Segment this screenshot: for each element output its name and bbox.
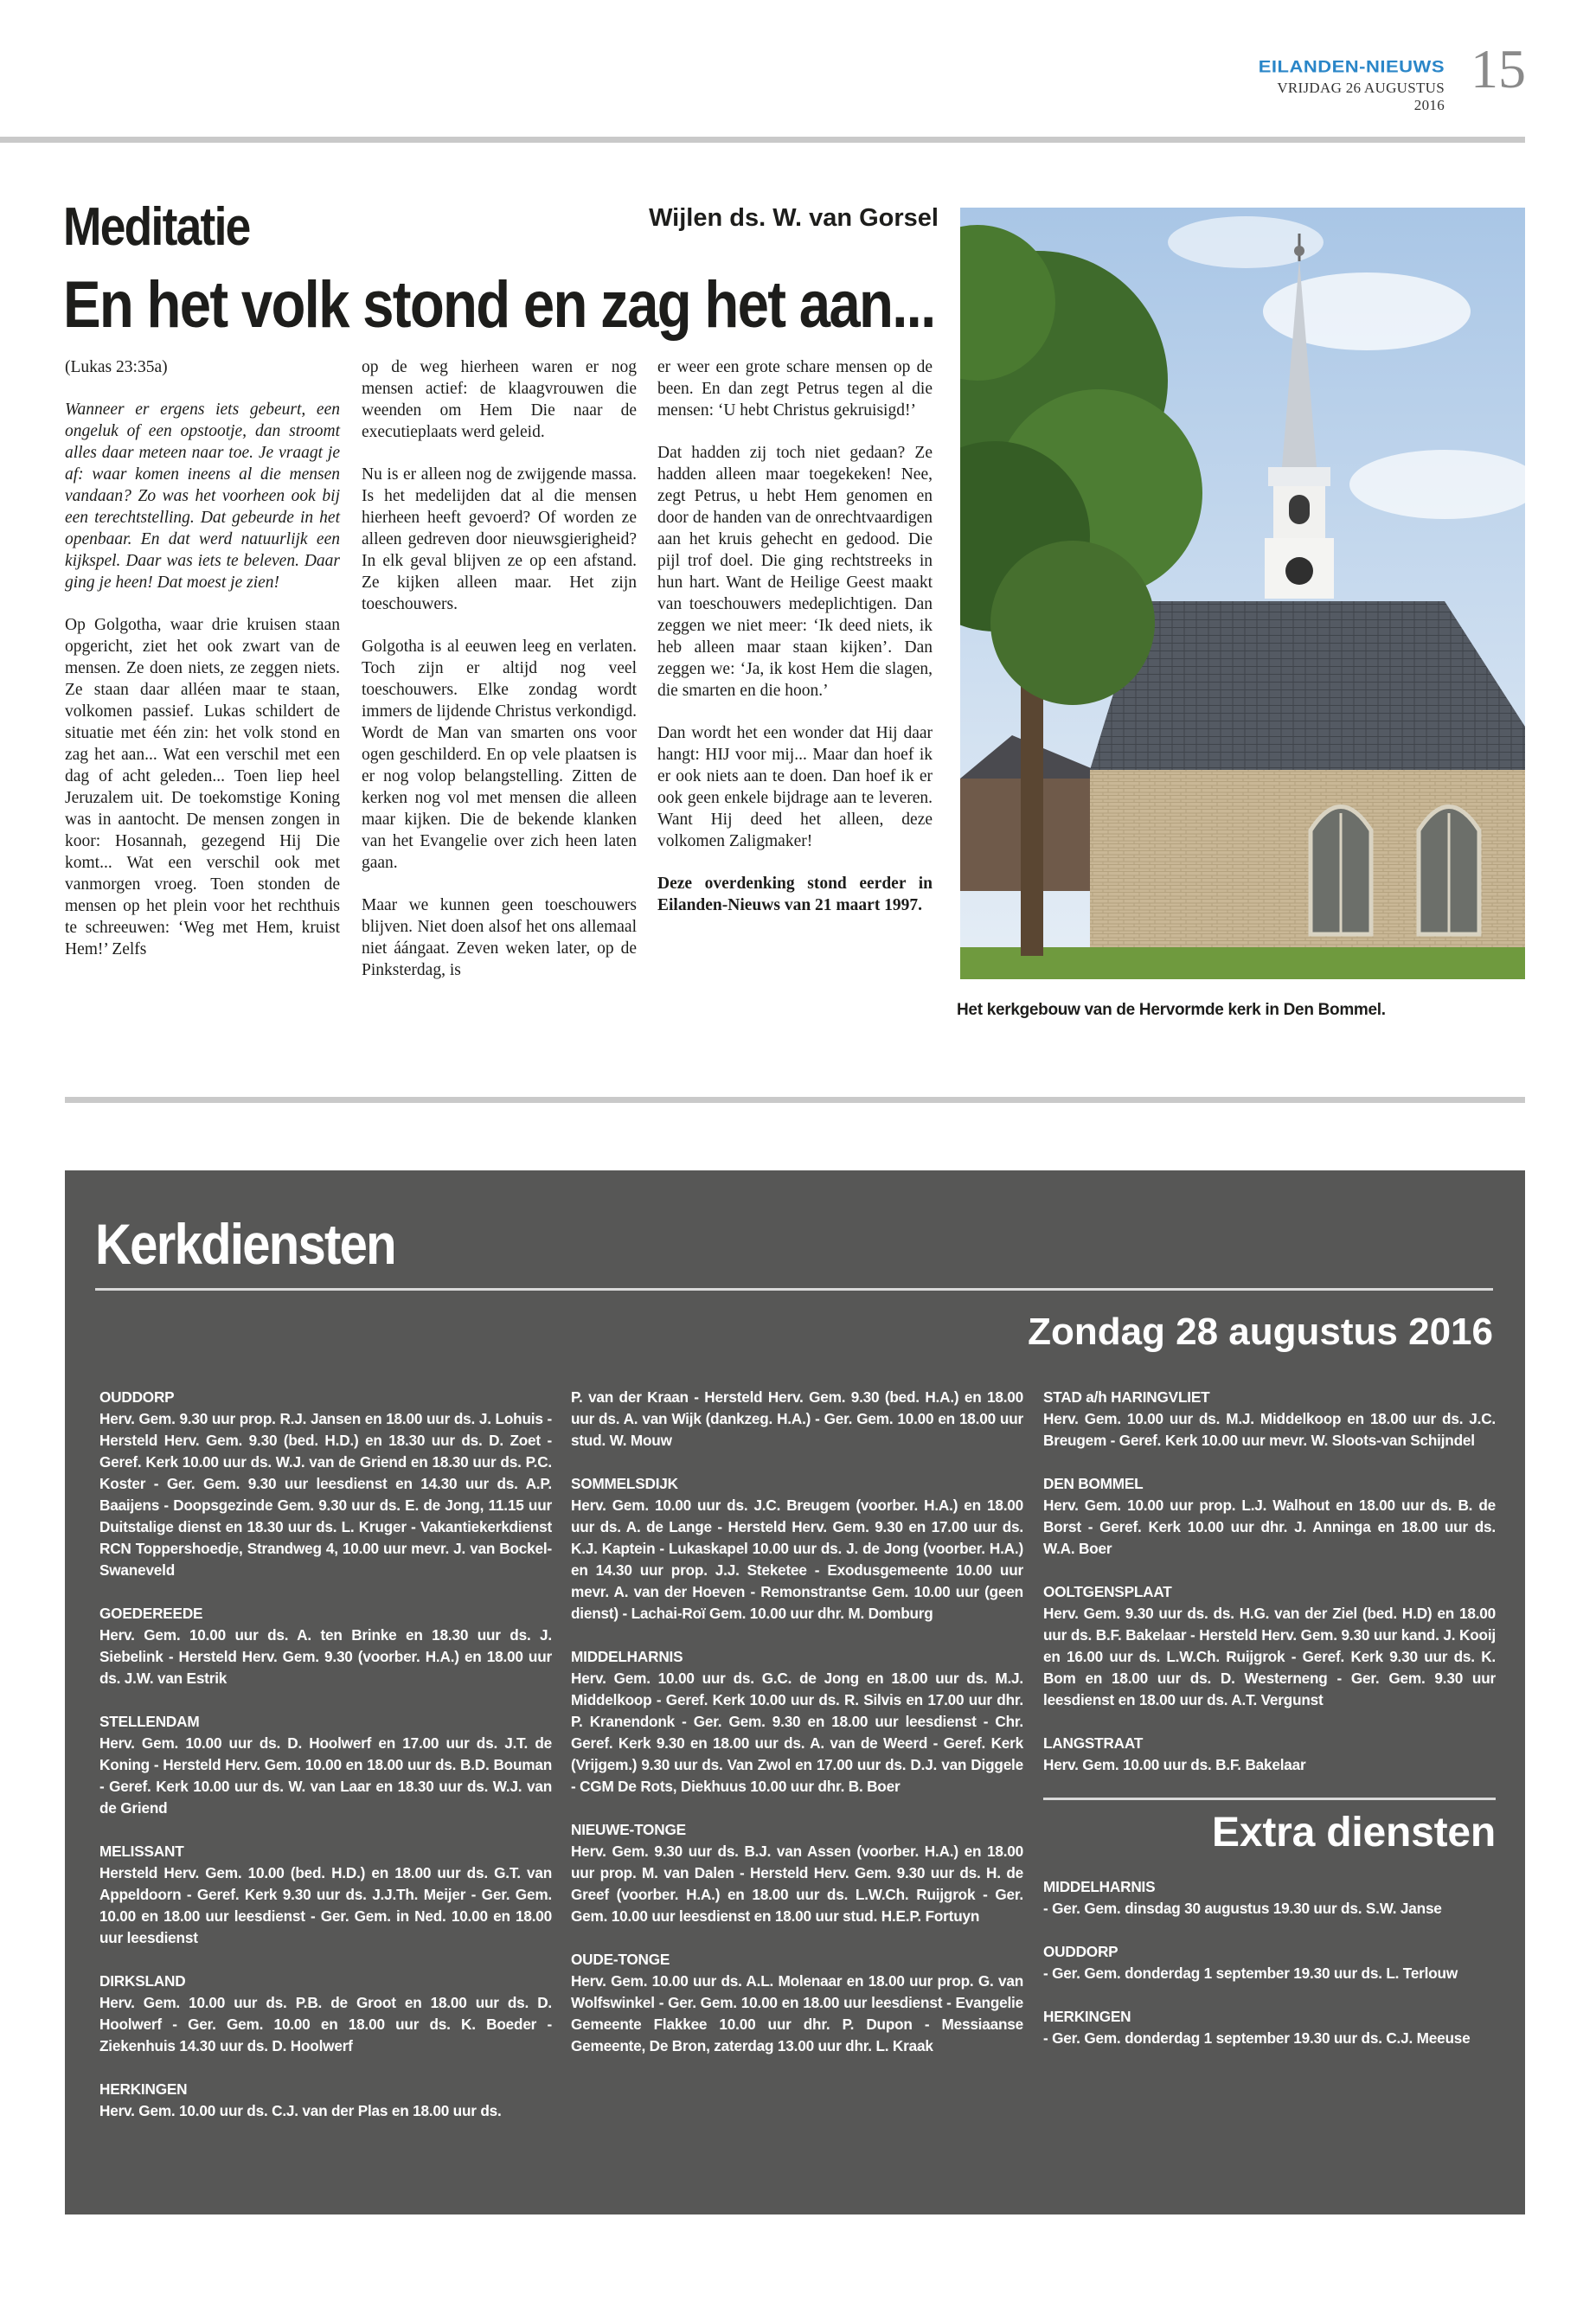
service-text: Herv. Gem. 10.00 uur ds. B.F. Bakelaar [1043, 1756, 1306, 1773]
service-place: STELLENDAM [99, 1713, 200, 1730]
extra-service-entry [1043, 2006, 1496, 2049]
service-place: OOLTGENSPLAAT [1043, 1583, 1172, 1600]
service-entry [1043, 1733, 1496, 1776]
service-place: SOMMELSDIJK [571, 1475, 678, 1492]
services-column-3 [1043, 1387, 1496, 2071]
service-place: OUDDORP [99, 1388, 175, 1406]
service-text: Herv. Gem. 10.00 uur ds. G.C. de Jong en 18.00 uur ds. M.J. Middelkoop - Geref. Kerk 10.00 uur ds. R. Silvis en 17.00 uur dhr. P. Kranendonk - Ger. Gem. 9.30 en 18.00 uur leesdienst - Chr. Geref. Kerk 9.30 en 18.00 uur ds. A. van de Weerd - Geref. Kerk (Vrijgem.) 9.30 uur ds. Van Zwol en 17.00 uur ds. D.J. van Diggele - CGM De Rots, Diekhuus 10.00 uur dhr. B. Boer [571, 1670, 1023, 1795]
publication-logo: EILANDEN-NIEUWS [1258, 56, 1445, 76]
section-divider [65, 1097, 1525, 1103]
service-place: HERKINGEN [1043, 2008, 1131, 2025]
service-text: - Ger. Gem. donderdag 1 september 19.30 uur ds. L. Terlouw [1043, 1965, 1458, 1982]
article-paragraph: er weer een grote schare mensen op de been. En dan zegt Petrus tegen al die mensen: ‘U hebt Christus gekruisigd!’ [657, 358, 933, 420]
service-place: LANGSTRAAT [1043, 1734, 1144, 1752]
service-place: DIRKSLAND [99, 1972, 186, 1990]
service-text: - Ger. Gem. donderdag 1 september 19.30 uur ds. C.J. Meeuse [1043, 2029, 1471, 2047]
service-entry [99, 1971, 552, 2057]
masthead [1246, 55, 1445, 114]
service-text: Herv. Gem. 10.00 uur ds. J.C. Breugem (voorber. H.A.) en 18.00 uur ds. A. de Lange - Hersteld Herv. Gem. 9.30 en 17.00 uur ds. K.J. Kaptein - Lukaskapel 10.00 uur ds. J. de Jong (voorber. H.A.) en 14.30 uur prop. J.J. Steketee - Exodusgemeente 10.00 uur mevr. A. van der Hoeven - Remonstrantse Gem. 10.00 uur (geen dienst) - Lachai-Roï Gem. 10.00 uur dhr. M. Domburg [571, 1497, 1023, 1622]
page-number: 15 [1471, 38, 1526, 99]
section-label: Meditatie [63, 197, 250, 257]
service-entry [1043, 1473, 1496, 1560]
article-author: Wijlen ds. W. van Gorsel [649, 204, 939, 232]
header-divider [0, 137, 1525, 143]
service-place: NIEUWE-TONGE [571, 1821, 686, 1838]
service-place: OUDE-TONGE [571, 1951, 670, 1968]
service-entry [1043, 1581, 1496, 1711]
services-column-2 [571, 1387, 1023, 2079]
service-entry [99, 2079, 552, 2122]
article-headline: En het volk stond en zag het aan... [63, 268, 935, 342]
extra-service-entry [1043, 1941, 1496, 1984]
service-text: Herv. Gem. 10.00 uur ds. A.L. Molenaar en 18.00 uur prop. G. van Wolfswinkel - Ger. Gem. 10.00 en 18.00 uur leesdienst - Evangelie Gemeente Flakkee 10.00 uur dhr. P. Dupon - Messiaanse Gemeente, De Bron, zaterdag 13.00 uur dhr. L. Kraak [571, 1972, 1023, 2054]
service-text: Hersteld Herv. Gem. 10.00 (bed. H.D.) en 18.00 uur ds. G.T. van Appeldoorn - Geref. Kerk 9.30 uur ds. J.J.Th. Meijer - Ger. Gem. 10.00 en 18.00 uur leesdienst - Ger. Gem. in Ned. 10.00 en 18.00 uur leesdienst [99, 1864, 552, 1946]
issue-date: VRIJDAG 26 AUGUSTUS 2016 [1277, 80, 1445, 113]
service-entry [99, 1603, 552, 1689]
service-entry [571, 1473, 1023, 1625]
article-paragraph: Op Golgotha, waar drie kruisen staan opgericht, ziet het ook zwart van de mensen. Ze doen niets, ze zeggen niets. Ze staan daar alléen maar te staan, volkomen passief. Lukas schildert de situatie met één zin: het volk stond en zag het aan... Wat een verschil met een dag of acht geleden... Toen liep heel Jeruzalem uit. De toekomstige Koning was in aantocht. De mensen zongen in koor: Hosannah, gezegend Hij Die komt... Wat een verschil ook met vanmorgen vroeg. Toen stonden de mensen op het plein voor het rechthuis te schreeuwen: ‘Weg met Hem, kruist Hem!’ Zelfs [65, 616, 340, 958]
article-paragraph: Nu is er alleen nog de zwijgende massa. Is het medelijden dat al die mensen hierheen heeft gevoerd? Of worden ze alleen gedreven door nieuwsgierigheid? In elk geval blijven ze op een afstand. Ze kijken alleen maar. Het zijn toeschouwers. [362, 465, 637, 613]
service-text: Herv. Gem. 9.30 uur ds. ds. H.G. van der Ziel (bed. H.D) en 18.00 uur ds. B.F. Bakelaar - Hersteld Herv. Gem. 9.30 uur kand. J. Kooij en 16.00 uur ds. L.W.Ch. Ruijgrok - Geref. Kerk 9.30 uur ds. K. Bom en 18.00 uur ds. D. Westerneng - Ger. Gem. 9.30 uur leesdienst en 18.00 uur ds. A.T. Vergunst [1043, 1605, 1496, 1708]
photo-caption: Het kerkgebouw van de Hervormde kerk in Den Bommel. [957, 1001, 1386, 1019]
service-text: - Ger. Gem. dinsdag 30 augustus 19.30 uur ds. S.W. Janse [1043, 1900, 1442, 1917]
service-place: GOEDEREEDE [99, 1605, 203, 1622]
service-text: Herv. Gem. 10.00 uur ds. A. ten Brinke en 18.30 uur ds. J. Siebelink - Hersteld Herv. Gem. 9.30 (voorber. H.A.) en 18.00 uur ds. J.W. van Estrik [99, 1626, 552, 1687]
republication-note: Deze overdenking stond eerder in Eilanden-Nieuws van 21 maart 1997. [657, 875, 933, 914]
article-paragraph: Dat hadden zij toch niet gedaan? Ze hadden alleen maar toegekeken! Nee, zegt Petrus, u hebt Hem genomen en door de handen van de onrechtvaardigen aan het kruis gehecht en gedood. Die pijl trof doel. Die ging rechtstreeks in hun hart. Want de Heilige Geest maakt van toeschouwers medeplichtigen. Dan zeggen we niet meer: ‘Ik deed niets, ik heb alleen maar staan kijken’. Dan zeggen we: ‘Ja, ik kost Hem die slagen, die smarten en die hoon.’ [657, 444, 933, 700]
service-entry [571, 1819, 1023, 1927]
tree-trunk [1021, 657, 1043, 956]
services-rule [95, 1288, 1493, 1291]
extra-services-title: Extra diensten [1043, 1798, 1496, 1854]
service-entry [571, 1646, 1023, 1798]
service-entry [1043, 1387, 1496, 1452]
services-column-1 [99, 1387, 552, 2144]
service-text: Herv. Gem. 9.30 uur ds. B.J. van Assen (voorber. H.A.) en 18.00 uur prop. M. van Dalen - Hersteld Herv. Gem. 9.30 uur ds. H. de Greef (voorber. H.A.) en 18.00 uur ds. L.W.Ch. Ruijgrok - Ger. Gem. 10.00 uur leesdienst en 18.00 uur stud. H.E.P. Fortuyn [571, 1843, 1023, 1925]
service-entry [571, 1949, 1023, 2057]
service-text: Herv. Gem. 10.00 uur prop. L.J. Walhout en 18.00 uur ds. B. de Borst - Geref. Kerk 10.00 uur dhr. J. Anninga en 18.00 uur ds. W.A. Boer [1043, 1497, 1496, 1557]
bible-reference: (Lukas 23:35a) [65, 358, 168, 376]
service-entry [99, 1711, 552, 1819]
church-photo [960, 208, 1525, 979]
services-title: Kerkdiensten [95, 1212, 395, 1276]
service-text: Herv. Gem. 10.00 uur ds. P.B. de Groot en 18.00 uur ds. D. Hoolwerf - Ger. Gem. 10.00 en 18.00 uur ds. K. Boeder - Ziekenhuis 14.30 uur ds. D. Hoolwerf [99, 1994, 552, 2054]
lawn [960, 947, 1525, 979]
article-column-1 [65, 356, 340, 981]
article-lede: Wanneer er ergens iets gebeurt, een ongeluk of een opstootje, dan stroomt alles daar meteen naar toe. Je vraagt je af: waar komen ineens al die mensen vandaan? Zo was het voorheen ook bij een terechtstelling. Dat gebeurde in het openbaar. En dat werd natuurlijk een kijkspel. Daar was iets te beleven. Daar ging je heen! Dat moest je zien! [65, 401, 340, 592]
service-entry [99, 1841, 552, 1949]
service-place: MIDDELHARNIS [571, 1648, 683, 1665]
service-text-continued: P. van der Kraan - Hersteld Herv. Gem. 9.30 (bed. H.A.) en 18.00 uur ds. A. van Wijk (dankzeg. H.A.) - Ger. Gem. 10.00 en 18.00 uur stud. W. Mouw [571, 1388, 1023, 1449]
extra-service-entry [1043, 1876, 1496, 1920]
article-paragraph: Golgotha is al eeuwen leeg en verlaten. Toch zijn er altijd nog veel toeschouwers. Elke zondag wordt immers de lijdende Christus verkondigd. Wordt de Man van smarten ons voor ogen geschilderd. En op vele plaatsen is er nog volop belangstelling. Zitten de kerken nog vol met mensen die alleen maar kijken. Die de bekende klanken van het Evangelie over zich heen laten gaan. [362, 638, 637, 872]
article-paragraph: Dan wordt het een wonder dat Hij daar hangt: HIJ voor mij... Maar dan hoef ik er ook niets aan te doen. Dan hoef ik er ook geen enkele bijdrage aan te leveren. Want Hij deed het alleen, deze volkomen Zaligmaker! [657, 724, 933, 850]
article-paragraph: op de weg hierheen waren er nog mensen actief: de klaagvrouwen die weenden om Hem Die naar de executieplaats werd geleid. [362, 358, 637, 441]
service-text: Herv. Gem. 10.00 uur ds. D. Hoolwerf en 17.00 uur ds. J.T. de Koning - Hersteld Herv. Gem. 10.00 en 18.00 uur ds. B.D. Bouman - Geref. Kerk 10.00 uur ds. W. van Laar en 18.30 uur ds. W.J. van de Griend [99, 1734, 552, 1817]
service-text: Herv. Gem. 10.00 uur ds. C.J. van der Plas en 18.00 uur ds. [99, 2102, 502, 2119]
article-paragraph: Maar we kunnen geen toeschouwers blijven. Niet doen alsof het ons allemaal niet áángaat. Zeven weken later, op de Pinksterdag, is [362, 896, 637, 979]
church-roof [1090, 601, 1525, 770]
service-place: MELISSANT [99, 1843, 184, 1860]
service-place: OUDDORP [1043, 1943, 1118, 1960]
service-text: Herv. Gem. 10.00 uur ds. M.J. Middelkoop en 18.00 uur ds. J.C. Breugem - Geref. Kerk 10.00 uur mevr. W. Sloots-van Schijndel [1043, 1410, 1496, 1449]
service-place: MIDDELHARNIS [1043, 1878, 1156, 1895]
church-services-box [65, 1170, 1525, 2214]
article-column-2 [362, 356, 637, 1002]
services-date: Zondag 28 augustus 2016 [1028, 1311, 1493, 1353]
service-place: HERKINGEN [99, 2080, 188, 2098]
service-entry [99, 1387, 552, 1581]
article-column-3 [657, 356, 933, 937]
service-text: Herv. Gem. 9.30 uur prop. R.J. Jansen en 18.00 uur ds. J. Lohuis - Hersteld Herv. Gem. 9.30 (bed. H.D.) en 18.30 uur ds. D. Zoet - Geref. Kerk 10.00 uur ds. W.J. van de Griend en 18.30 uur ds. P.C. Koster - Ger. Gem. 9.30 uur leesdienst en 14.30 uur ds. A.P. Baaijens - Doopsgezinde Gem. 9.30 uur ds. E. de Jong, 11.15 uur Duitstalige dienst en 18.30 uur ds. L. Kruger - Vakantiekerkdienst RCN Toppershoedje, Strandweg 4, 10.00 uur mevr. J. van Bockel-Swaneveld [99, 1410, 552, 1579]
service-place: STAD a/h HARINGVLIET [1043, 1388, 1210, 1406]
service-place: DEN BOMMEL [1043, 1475, 1144, 1492]
